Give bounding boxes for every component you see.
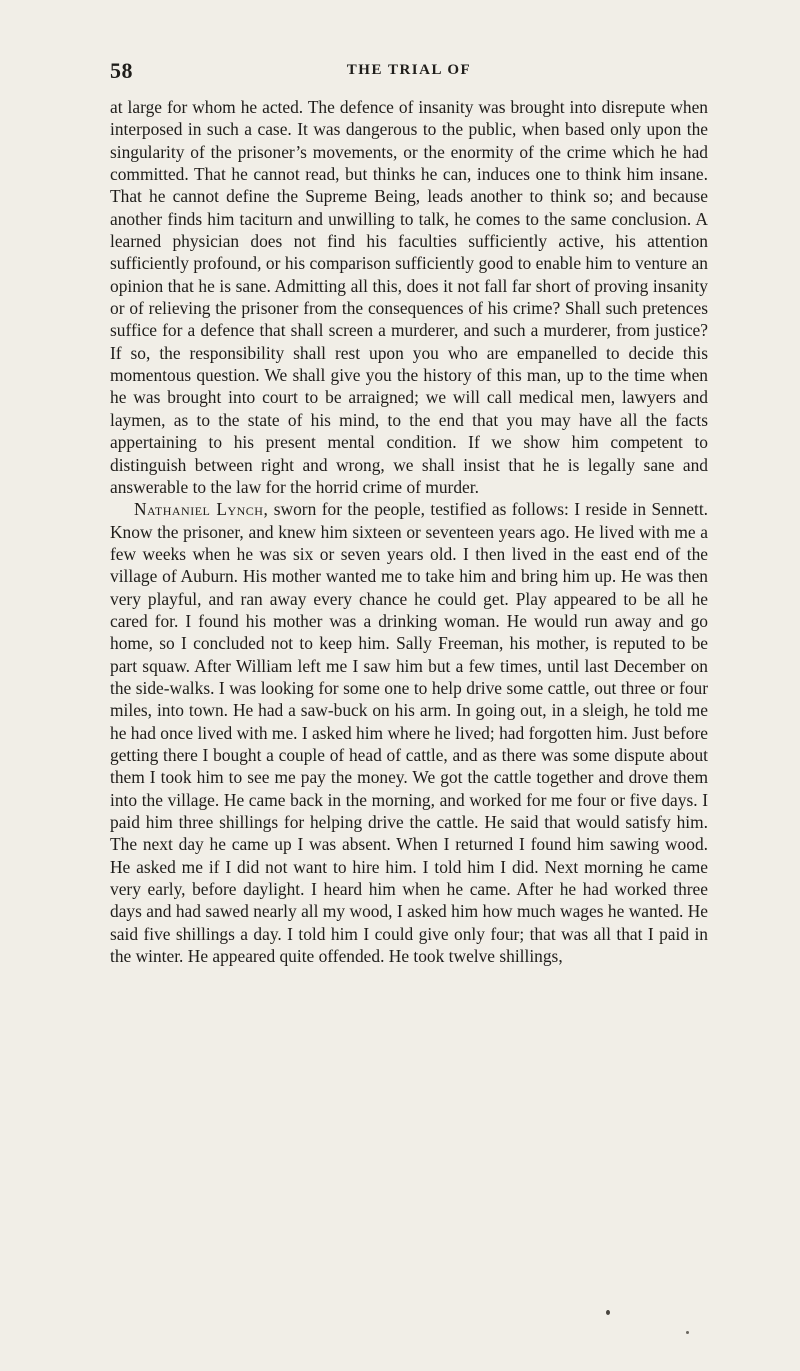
testimony-text: sworn for the people, testified as follows: I reside in Sennett. Know the prisoner, and knew him sixteen or seventeen years ago. He lived with me a few weeks when he was six or seven years old. I then lived in the east end of the village of Auburn. His mother wanted me to take him and bring him up. He was then very playful, and ran away every chance he could get. Play appeared to be all he cared for. I found his mother was a drinking woman. He would run away and go home, so I concluded not to keep him. Sally Freeman, his mother, is reputed to be part squaw. After William left me I saw him but a few times, until last December on the side-walks. I was looking for some one to help drive some cattle, out three or four miles, into town. He had a saw-buck on his arm. In going out, in a sleigh, he told me he had once lived with me. I asked him where he lived; had forgotten him. Just before getting there I bought a couple of head of cattle, and as there was some dispute about them I took him to see me pay the money. We got the cattle together and drove them into the village. He came back in the morning, and worked for me four or five days. I paid him three shillings for helping drive the cattle. He said that would satisfy him. The next day he came up I was absent. When I returned I found him sawing wood. He asked me if I did not want to hire him. I told him I did. Next morning he came very early, before daylight. I heard him when he came. After he had worked three days and had sawed nearly all my wood, I asked him how much wages he wanted. He said five shillings a day. I told him I could give only four; that was all that I paid in the winter. He appeared quite offended. He took twelve shillings, bbox=[110, 499, 709, 967]
paragraph-closing-argument: at large for whom he acted. The defence of insanity was brought into disrepute when interposed in such a case. It was dangerous to the public, when based only upon the singularity of the prisoner’s movements, or the enormity of the crime which he had committed. That he cannot read, but thinks he can, induces one to think him insane. That he cannot define the Supreme Being, leads another to think so; and because another finds him taciturn and unwilling to talk, he comes to the same conclusion. A learned physician does not find his faculties sufficiently active, his attention sufficiently profound, or his comparison sufficiently good to enable him to venture an opinion that he is sane. Admitting all this, does it not fall far short of proving insanity or of relieving the prisoner from the consequences of his crime? Shall such pretences suffice for a defence that shall screen a murderer, and such a murderer, from justice? If so, the responsibility shall rest upon you who are empanelled to decide this momentous question. We shall give you the history of this man, up to the time when he was brought into court to be arraigned; we will call medical men, lawyers and laymen, as to the state of his mind, to the end that you may have all the facts appertaining to his present mental condition. If we show him competent to distinguish between right and wrong, we shall insist that he is legally sane and answerable to the law for the horrid crime of murder. bbox=[110, 97, 708, 497]
print-speck bbox=[606, 1310, 610, 1315]
paragraph-testimony bbox=[110, 498, 708, 967]
page-number: 58 bbox=[110, 58, 133, 83]
page-header bbox=[110, 58, 708, 84]
witness-name: Nathaniel Lynch, bbox=[134, 499, 269, 520]
body-text bbox=[110, 96, 708, 967]
print-speck bbox=[686, 1331, 689, 1334]
running-head: THE TRIAL OF bbox=[346, 62, 472, 78]
